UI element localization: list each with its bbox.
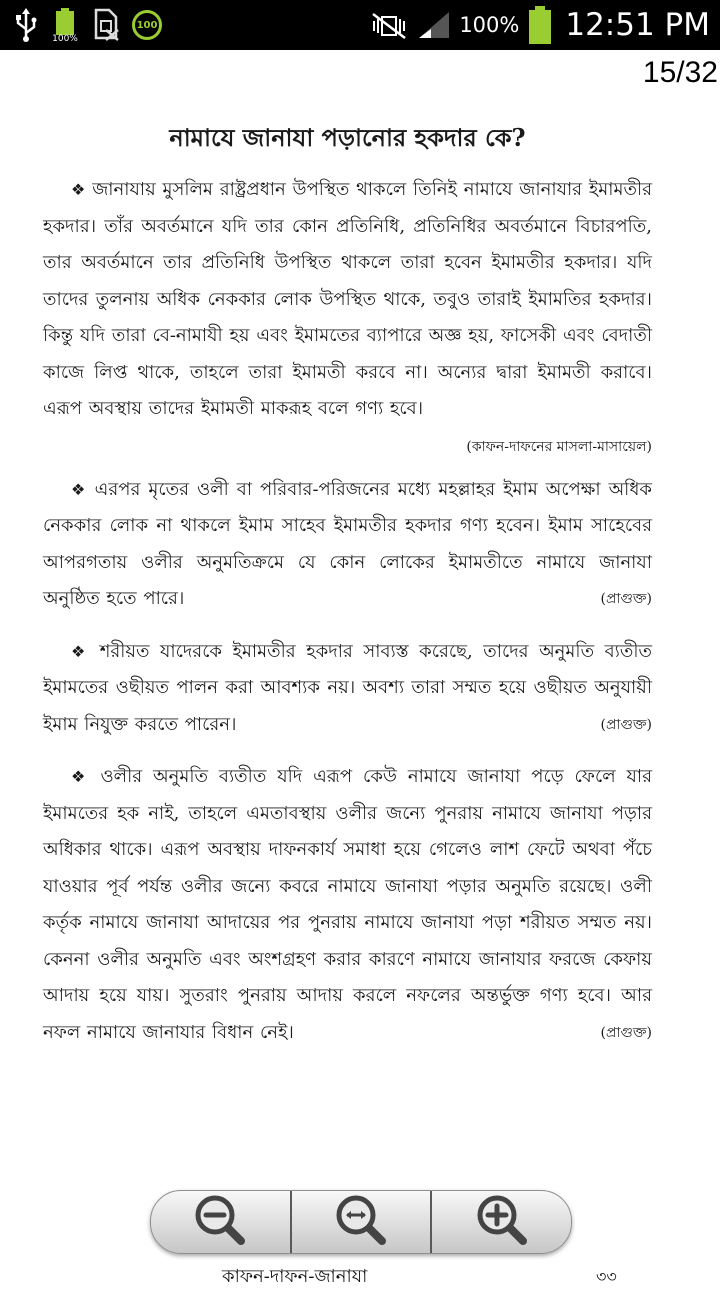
usb-icon xyxy=(14,7,38,43)
paragraph xyxy=(43,759,652,1051)
ring-label: 100 xyxy=(136,19,158,31)
battery-icon xyxy=(527,5,553,45)
page-footer-number: ৩৩ xyxy=(596,1267,617,1286)
paragraph-text: এরপর মৃতের ওলী বা পরিবার-পরিজনের মধ্যে মহল্লাহর ইমাম অপেক্ষা অধিক নেককার লোক না থাকলে ইমাম সাহেব ইমামতীর হকদার গণ্য হবেন। ইমাম সাহেবের আপরগতায় ওলীর অনুমতিক্রমে যে কোন লোকের ইমামতীতে নামাযে জানাযা অনুষ্ঠিত হতে পারে। xyxy=(43,478,652,609)
mute-vibrate-icon xyxy=(369,10,409,40)
bullet-icon: ❖ xyxy=(71,641,90,661)
signal-icon xyxy=(417,10,451,40)
status-bar xyxy=(0,0,720,50)
system-icons xyxy=(369,0,710,50)
page-footer-title: কাফন-দাফন-জানাযা xyxy=(222,1266,368,1287)
paragraph-text: ওলীর অনুমতি ব্যতীত যদি এরূপ কেউ নামাযে জানাযা পড়ে ফেলে যার ইমামতের হক নাই, তাহলে এমতাবস্থায় ওলীর জন্যে পুনরায় নামাযে জানাযা পড়ার অধিকার থাকে। এরূপ অবস্থায় দাফনকার্য সমাধা হয়ে গেলেও লাশ ফেটে অথবা পঁচে যাওয়ার পূর্ব পর্যন্ত ওলীর জন্যে কবরে নামাযে জানাযা পড়ার অনুমতি রয়েছে। ওলী কর্তৃক নামাযে জানাযা আদায়ের পর পুনরায় নামাযে জানাযা পড়া শরীয়ত সম্মত নয়। কেননা ওলীর অনুমতি এবং অংশগ্রহণ করার কারণে নামাযে জানাযার ফরজে কেফায় আদায় হয়ে যায়। সুতরাং পুনরায় আদায় করলে নফলের অন্তর্ভুক্ত গণ্য হবে। আর নফল নামাযে জানাযার বিধান নেই। xyxy=(43,766,652,1043)
zoom-in-icon xyxy=(474,1192,530,1252)
zoom-out-icon xyxy=(192,1192,248,1252)
zoom-out-button[interactable] xyxy=(151,1191,292,1253)
zoom-controls xyxy=(150,1190,572,1254)
reference-note: (প্রাগুক্ত) xyxy=(600,716,652,733)
bullet-icon: ❖ xyxy=(71,180,86,199)
battery-full-icon xyxy=(50,7,80,43)
reference-note: (কাফন-দাফনের মাসলা-মাসায়েল) xyxy=(466,438,652,455)
paragraph-text: শরীয়ত যাদেরকে ইমামতীর হকদার সাব্যস্ত করেছে, তাদের অনুমতি ব্যতীত ইমামতের ওছীয়ত পালন করা আবশ্যক নয়। অবশ্য তারা সম্মত হয়ে ওছীয়ত অনুযায়ী ইমাম নিযুক্ত করতে পারেন। xyxy=(43,640,652,735)
notification-icons xyxy=(14,0,162,50)
page-title: নামাযে জানাযা পড়ানোর হকদার কে? xyxy=(169,123,526,152)
bullet-icon: ❖ xyxy=(71,479,87,499)
reference-note: (প্রাগুক্ত) xyxy=(600,591,652,607)
clock: 12:51 PM xyxy=(565,7,710,43)
page-indicator: 15/32 xyxy=(642,56,718,89)
paragraph xyxy=(43,472,652,618)
app-100-icon xyxy=(132,10,162,40)
battery-mini-label: 100% xyxy=(52,34,78,44)
paragraph xyxy=(43,172,652,428)
bullet-icon: ❖ xyxy=(71,767,90,786)
document-page xyxy=(43,120,652,1051)
sim-card-off-icon xyxy=(92,8,120,42)
paragraph-text: জানাযায় মুসলিম রাষ্ট্রপ্রধান উপস্থিত থাকলে তিনিই নামাযে জানাযার ইমামতীর হকদার। তাঁর অবর্তমানে যদি তার কোন প্রতিনিধি, প্রতিনিধির অবর্তমানে বিচারপতি, তার অবর্তমানে তার প্রতিনিধি উপস্থিত থাকলে তারা হবেন ইমামতীর হকদার। যদি তাদের তুলনায় অধিক নেককার লোক উপস্থিত থাকে, তবুও তারাই ইমামতির হকদার। কিন্তু যদি তারা বে-নামাযী হয় এবং ইমামতের ব্যাপারে অজ্ঞ হয়, ফাসেকী এবং বেদাতী কাজে লিপ্ত থাকে, তাহলে তারা ইমামতী করবে না। অন্যের দ্বারা ইমামতী করাবে। এরূপ অবস্থায় তাদের ইমামতী মাকরূহ বলে গণ্য হবে। xyxy=(43,179,652,419)
zoom-fit-button[interactable] xyxy=(292,1191,433,1253)
reference-note: (প্রাগুক্ত) xyxy=(600,1024,652,1041)
zoom-fit-icon xyxy=(333,1192,389,1252)
zoom-in-button[interactable] xyxy=(432,1191,571,1253)
battery-percent: 100% xyxy=(459,13,520,37)
paragraph xyxy=(43,634,652,744)
